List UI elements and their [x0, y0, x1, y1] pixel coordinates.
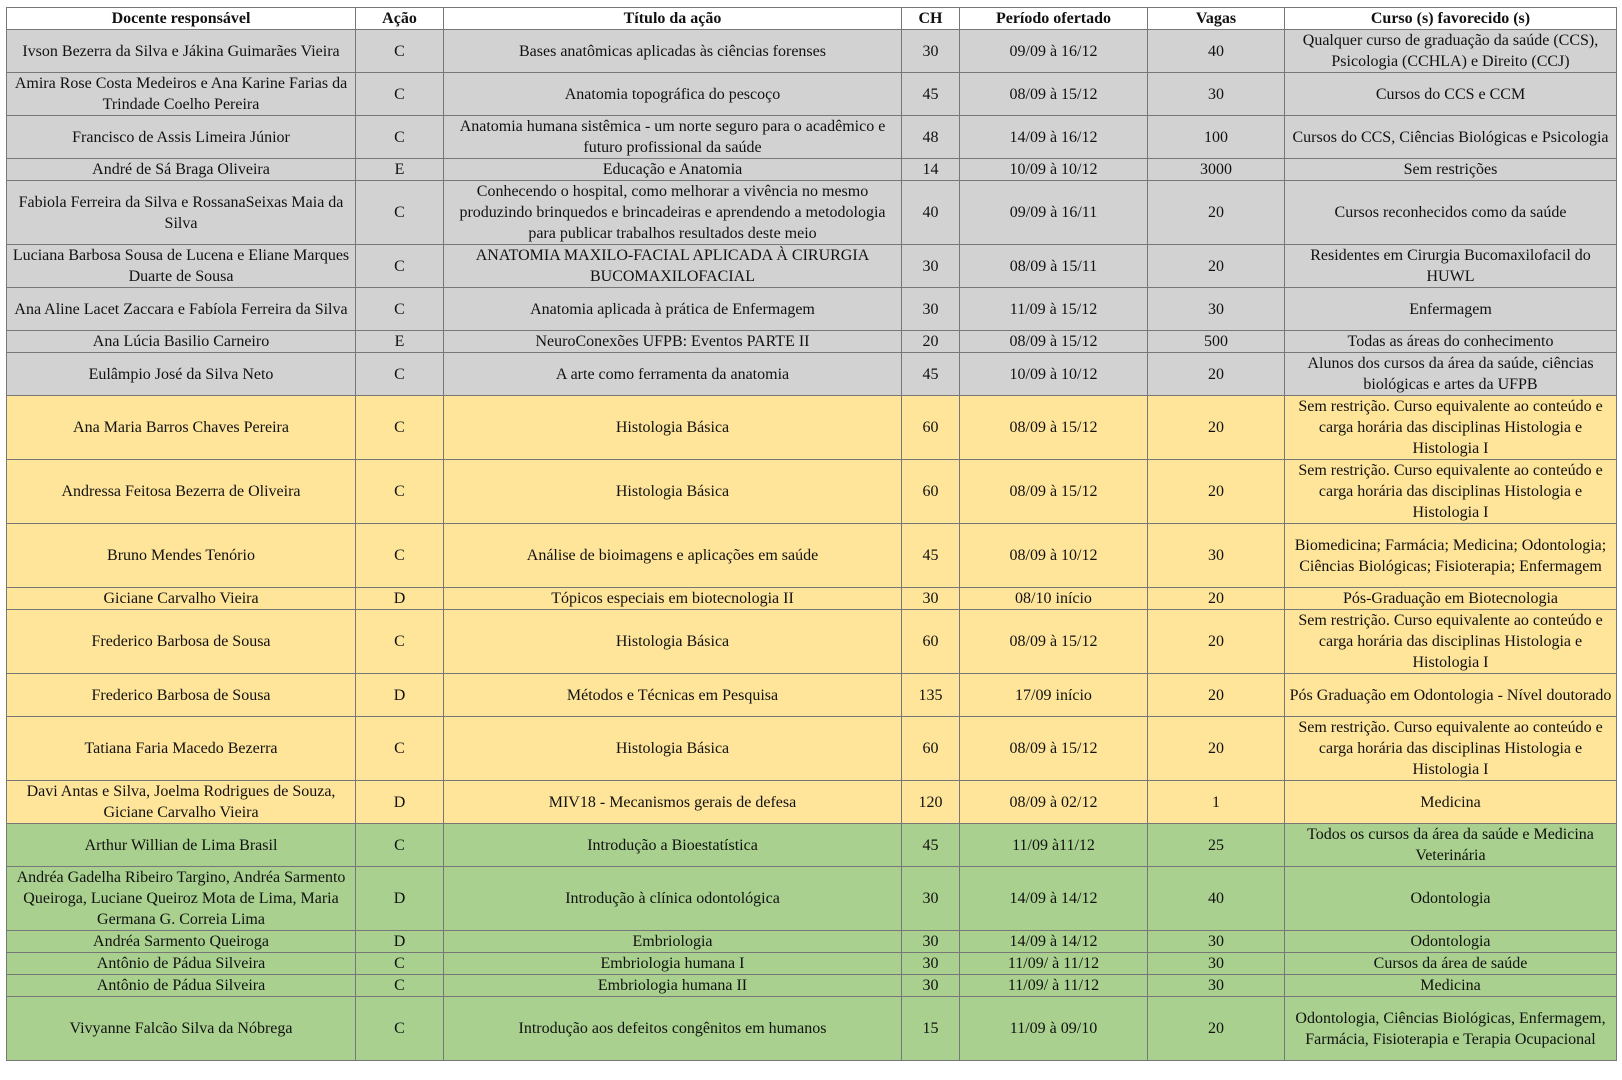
acao-cell: C	[356, 73, 444, 116]
titulo-cell: NeuroConexões UFPB: Eventos PARTE II	[444, 331, 902, 353]
docente-cell: Andréa Gadelha Ribeiro Targino, Andréa Sarmento Queiroga, Luciane Queiroz Mota de Lima, Maria Germana G. Correia Lima	[7, 867, 356, 931]
docente-cell: Ana Lúcia Basilio Carneiro	[7, 331, 356, 353]
curso-cell: Pós Graduação em Odontologia - Nível doutorado	[1285, 674, 1617, 717]
titulo-cell: Embriologia humana I	[444, 953, 902, 975]
acao-cell: C	[356, 288, 444, 331]
header-curso: Curso (s) favorecido (s)	[1285, 8, 1617, 30]
header-docente: Docente responsável	[7, 8, 356, 30]
curso-cell: Sem restrição. Curso equivalente ao conteúdo e carga horária das disciplinas Histologia e Histologia I	[1285, 717, 1617, 781]
vagas-cell: 20	[1148, 396, 1285, 460]
titulo-cell: Anatomia humana sistêmica - um norte seguro para o acadêmico e futuro profissional da saúde	[444, 116, 902, 159]
docente-cell: Andressa Feitosa Bezerra de Oliveira	[7, 460, 356, 524]
titulo-cell: Introdução a Bioestatística	[444, 824, 902, 867]
acao-cell: D	[356, 674, 444, 717]
vagas-cell: 30	[1148, 524, 1285, 588]
acao-cell: C	[356, 245, 444, 288]
table-row	[7, 524, 1617, 588]
table-row	[7, 975, 1617, 997]
table-row	[7, 997, 1617, 1061]
titulo-cell: Histologia Básica	[444, 460, 902, 524]
curso-cell: Odontologia	[1285, 867, 1617, 931]
periodo-cell: 11/09 à 15/12	[960, 288, 1148, 331]
table-row	[7, 674, 1617, 717]
table-row	[7, 116, 1617, 159]
ch-cell: 14	[902, 159, 960, 181]
ch-cell: 30	[902, 867, 960, 931]
periodo-cell: 11/09/ à 11/12	[960, 953, 1148, 975]
curso-cell: Medicina	[1285, 781, 1617, 824]
ch-cell: 30	[902, 975, 960, 997]
periodo-cell: 08/09 à 15/12	[960, 717, 1148, 781]
ch-cell: 30	[902, 931, 960, 953]
curso-cell: Todos os cursos da área da saúde e Medicina Veterinária	[1285, 824, 1617, 867]
vagas-cell: 20	[1148, 181, 1285, 245]
course-offerings-table	[6, 7, 1617, 1061]
docente-cell: Luciana Barbosa Sousa de Lucena e Eliane Marques Duarte de Sousa	[7, 245, 356, 288]
titulo-cell: Conhecendo o hospital, como melhorar a vivência no mesmo produzindo brinquedos e brincadeiras e aprendendo a metodologia para publicar trabalhos resultados deste meio	[444, 181, 902, 245]
acao-cell: E	[356, 331, 444, 353]
docente-cell: Fabiola Ferreira da Silva e RossanaSeixas Maia da Silva	[7, 181, 356, 245]
ch-cell: 30	[902, 30, 960, 73]
table-row	[7, 331, 1617, 353]
curso-cell: Sem restrição. Curso equivalente ao conteúdo e carga horária das disciplinas Histologia e Histologia I	[1285, 460, 1617, 524]
header-ch: CH	[902, 8, 960, 30]
ch-cell: 60	[902, 396, 960, 460]
periodo-cell: 11/09/ à 11/12	[960, 975, 1148, 997]
titulo-cell: Embriologia	[444, 931, 902, 953]
curso-cell: Biomedicina; Farmácia; Medicina; Odontologia; Ciências Biológicas; Fisioterapia; Enfermagem	[1285, 524, 1617, 588]
ch-cell: 45	[902, 824, 960, 867]
curso-cell: Sem restrição. Curso equivalente ao conteúdo e carga horária das disciplinas Histologia e Histologia I	[1285, 396, 1617, 460]
acao-cell: D	[356, 867, 444, 931]
acao-cell: C	[356, 460, 444, 524]
docente-cell: Davi Antas e Silva, Joelma Rodrigues de Souza, Giciane Carvalho Vieira	[7, 781, 356, 824]
periodo-cell: 11/09 à11/12	[960, 824, 1148, 867]
acao-cell: C	[356, 524, 444, 588]
titulo-cell: Histologia Básica	[444, 717, 902, 781]
periodo-cell: 11/09 à 09/10	[960, 997, 1148, 1061]
periodo-cell: 10/09 à 10/12	[960, 353, 1148, 396]
ch-cell: 60	[902, 610, 960, 674]
curso-cell: Sem restrição. Curso equivalente ao conteúdo e carga horária das disciplinas Histologia e Histologia I	[1285, 610, 1617, 674]
titulo-cell: Introdução aos defeitos congênitos em humanos	[444, 997, 902, 1061]
acao-cell: C	[356, 181, 444, 245]
docente-cell: Vivyanne Falcão Silva da Nóbrega	[7, 997, 356, 1061]
vagas-cell: 20	[1148, 588, 1285, 610]
vagas-cell: 20	[1148, 997, 1285, 1061]
table-row	[7, 288, 1617, 331]
curso-cell: Alunos dos cursos da área da saúde, ciências biológicas e artes da UFPB	[1285, 353, 1617, 396]
vagas-cell: 20	[1148, 717, 1285, 781]
table-row	[7, 353, 1617, 396]
acao-cell: C	[356, 353, 444, 396]
curso-cell: Cursos do CCS, Ciências Biológicas e Psicologia	[1285, 116, 1617, 159]
table-row	[7, 245, 1617, 288]
titulo-cell: Análise de bioimagens e aplicações em saúde	[444, 524, 902, 588]
ch-cell: 135	[902, 674, 960, 717]
curso-cell: Odontologia	[1285, 931, 1617, 953]
ch-cell: 45	[902, 353, 960, 396]
titulo-cell: Histologia Básica	[444, 396, 902, 460]
vagas-cell: 20	[1148, 460, 1285, 524]
vagas-cell: 20	[1148, 245, 1285, 288]
curso-cell: Medicina	[1285, 975, 1617, 997]
vagas-cell: 20	[1148, 353, 1285, 396]
titulo-cell: ANATOMIA MAXILO-FACIAL APLICADA À CIRURGIA BUCOMAXILOFACIAL	[444, 245, 902, 288]
docente-cell: Ana Maria Barros Chaves Pereira	[7, 396, 356, 460]
table-row	[7, 610, 1617, 674]
ch-cell: 60	[902, 460, 960, 524]
header-titulo: Título da ação	[444, 8, 902, 30]
docente-cell: Antônio de Pádua Silveira	[7, 975, 356, 997]
table-row	[7, 588, 1617, 610]
docente-cell: Eulâmpio José da Silva Neto	[7, 353, 356, 396]
periodo-cell: 08/09 à 15/12	[960, 396, 1148, 460]
vagas-cell: 30	[1148, 953, 1285, 975]
ch-cell: 20	[902, 331, 960, 353]
periodo-cell: 14/09 à 14/12	[960, 931, 1148, 953]
acao-cell: D	[356, 781, 444, 824]
acao-cell: C	[356, 717, 444, 781]
header-acao: Ação	[356, 8, 444, 30]
table-row	[7, 73, 1617, 116]
curso-cell: Odontologia, Ciências Biológicas, Enfermagem, Farmácia, Fisioterapia e Terapia Ocupacional	[1285, 997, 1617, 1061]
curso-cell: Cursos reconhecidos como da saúde	[1285, 181, 1617, 245]
curso-cell: Qualquer curso de graduação da saúde (CCS), Psicologia (CCHLA) e Direito (CCJ)	[1285, 30, 1617, 73]
periodo-cell: 14/09 à 16/12	[960, 116, 1148, 159]
titulo-cell: Métodos e Técnicas em Pesquisa	[444, 674, 902, 717]
vagas-cell: 20	[1148, 674, 1285, 717]
titulo-cell: Anatomia topográfica do pescoço	[444, 73, 902, 116]
table-body	[7, 30, 1617, 1061]
curso-cell: Cursos do CCS e CCM	[1285, 73, 1617, 116]
docente-cell: Amira Rose Costa Medeiros e Ana Karine Farias da Trindade Coelho Pereira	[7, 73, 356, 116]
vagas-cell: 100	[1148, 116, 1285, 159]
ch-cell: 30	[902, 288, 960, 331]
header-periodo: Período ofertado	[960, 8, 1148, 30]
docente-cell: Frederico Barbosa de Sousa	[7, 674, 356, 717]
acao-cell: E	[356, 159, 444, 181]
docente-cell: Antônio de Pádua Silveira	[7, 953, 356, 975]
acao-cell: C	[356, 824, 444, 867]
docente-cell: Francisco de Assis Limeira Júnior	[7, 116, 356, 159]
curso-cell: Sem restrições	[1285, 159, 1617, 181]
periodo-cell: 08/10 início	[960, 588, 1148, 610]
ch-cell: 40	[902, 181, 960, 245]
docente-cell: André de Sá Braga Oliveira	[7, 159, 356, 181]
ch-cell: 45	[902, 73, 960, 116]
ch-cell: 30	[902, 588, 960, 610]
curso-cell: Pós-Graduação em Biotecnologia	[1285, 588, 1617, 610]
table-row	[7, 460, 1617, 524]
periodo-cell: 08/09 à 15/12	[960, 73, 1148, 116]
vagas-cell: 30	[1148, 73, 1285, 116]
vagas-cell: 20	[1148, 610, 1285, 674]
course-offerings-table-container	[6, 7, 1616, 1061]
table-row	[7, 396, 1617, 460]
titulo-cell: Bases anatômicas aplicadas às ciências forenses	[444, 30, 902, 73]
titulo-cell: Educação e Anatomia	[444, 159, 902, 181]
periodo-cell: 09/09 à 16/12	[960, 30, 1148, 73]
ch-cell: 120	[902, 781, 960, 824]
periodo-cell: 08/09 à 15/12	[960, 610, 1148, 674]
table-row	[7, 824, 1617, 867]
periodo-cell: 09/09 à 16/11	[960, 181, 1148, 245]
acao-cell: C	[356, 997, 444, 1061]
table-row	[7, 181, 1617, 245]
table-row	[7, 953, 1617, 975]
curso-cell: Enfermagem	[1285, 288, 1617, 331]
periodo-cell: 08/09 à 15/12	[960, 460, 1148, 524]
periodo-cell: 08/09 à 02/12	[960, 781, 1148, 824]
titulo-cell: Introdução à clínica odontológica	[444, 867, 902, 931]
periodo-cell: 08/09 à 15/12	[960, 331, 1148, 353]
table-row	[7, 30, 1617, 73]
titulo-cell: Histologia Básica	[444, 610, 902, 674]
table-row	[7, 717, 1617, 781]
acao-cell: C	[356, 610, 444, 674]
ch-cell: 30	[902, 245, 960, 288]
docente-cell: Tatiana Faria Macedo Bezerra	[7, 717, 356, 781]
titulo-cell: A arte como ferramenta da anatomia	[444, 353, 902, 396]
vagas-cell: 1	[1148, 781, 1285, 824]
table-row	[7, 159, 1617, 181]
curso-cell: Cursos da área de saúde	[1285, 953, 1617, 975]
ch-cell: 15	[902, 997, 960, 1061]
table-row	[7, 867, 1617, 931]
titulo-cell: Anatomia aplicada à prática de Enfermagem	[444, 288, 902, 331]
vagas-cell: 40	[1148, 30, 1285, 73]
titulo-cell: Embriologia humana II	[444, 975, 902, 997]
periodo-cell: 14/09 à 14/12	[960, 867, 1148, 931]
acao-cell: C	[356, 30, 444, 73]
table-row	[7, 781, 1617, 824]
vagas-cell: 40	[1148, 867, 1285, 931]
vagas-cell: 30	[1148, 288, 1285, 331]
acao-cell: D	[356, 931, 444, 953]
table-header-row	[7, 8, 1617, 30]
ch-cell: 48	[902, 116, 960, 159]
vagas-cell: 30	[1148, 931, 1285, 953]
ch-cell: 60	[902, 717, 960, 781]
docente-cell: Frederico Barbosa de Sousa	[7, 610, 356, 674]
acao-cell: C	[356, 116, 444, 159]
docente-cell: Giciane Carvalho Vieira	[7, 588, 356, 610]
vagas-cell: 500	[1148, 331, 1285, 353]
docente-cell: Ana Aline Lacet Zaccara e Fabíola Ferreira da Silva	[7, 288, 356, 331]
curso-cell: Todas as áreas do conhecimento	[1285, 331, 1617, 353]
docente-cell: Bruno Mendes Tenório	[7, 524, 356, 588]
titulo-cell: Tópicos especiais em biotecnologia II	[444, 588, 902, 610]
titulo-cell: MIV18 - Mecanismos gerais de defesa	[444, 781, 902, 824]
docente-cell: Andréa Sarmento Queiroga	[7, 931, 356, 953]
periodo-cell: 08/09 à 15/11	[960, 245, 1148, 288]
acao-cell: D	[356, 588, 444, 610]
acao-cell: C	[356, 975, 444, 997]
docente-cell: Arthur Willian de Lima Brasil	[7, 824, 356, 867]
table-row	[7, 931, 1617, 953]
periodo-cell: 17/09 início	[960, 674, 1148, 717]
docente-cell: Ivson Bezerra da Silva e Jákina Guimarães Vieira	[7, 30, 356, 73]
acao-cell: C	[356, 953, 444, 975]
periodo-cell: 10/09 à 10/12	[960, 159, 1148, 181]
curso-cell: Residentes em Cirurgia Bucomaxilofacil do HUWL	[1285, 245, 1617, 288]
ch-cell: 30	[902, 953, 960, 975]
vagas-cell: 3000	[1148, 159, 1285, 181]
header-vagas: Vagas	[1148, 8, 1285, 30]
vagas-cell: 25	[1148, 824, 1285, 867]
periodo-cell: 08/09 à 10/12	[960, 524, 1148, 588]
acao-cell: C	[356, 396, 444, 460]
ch-cell: 45	[902, 524, 960, 588]
vagas-cell: 30	[1148, 975, 1285, 997]
